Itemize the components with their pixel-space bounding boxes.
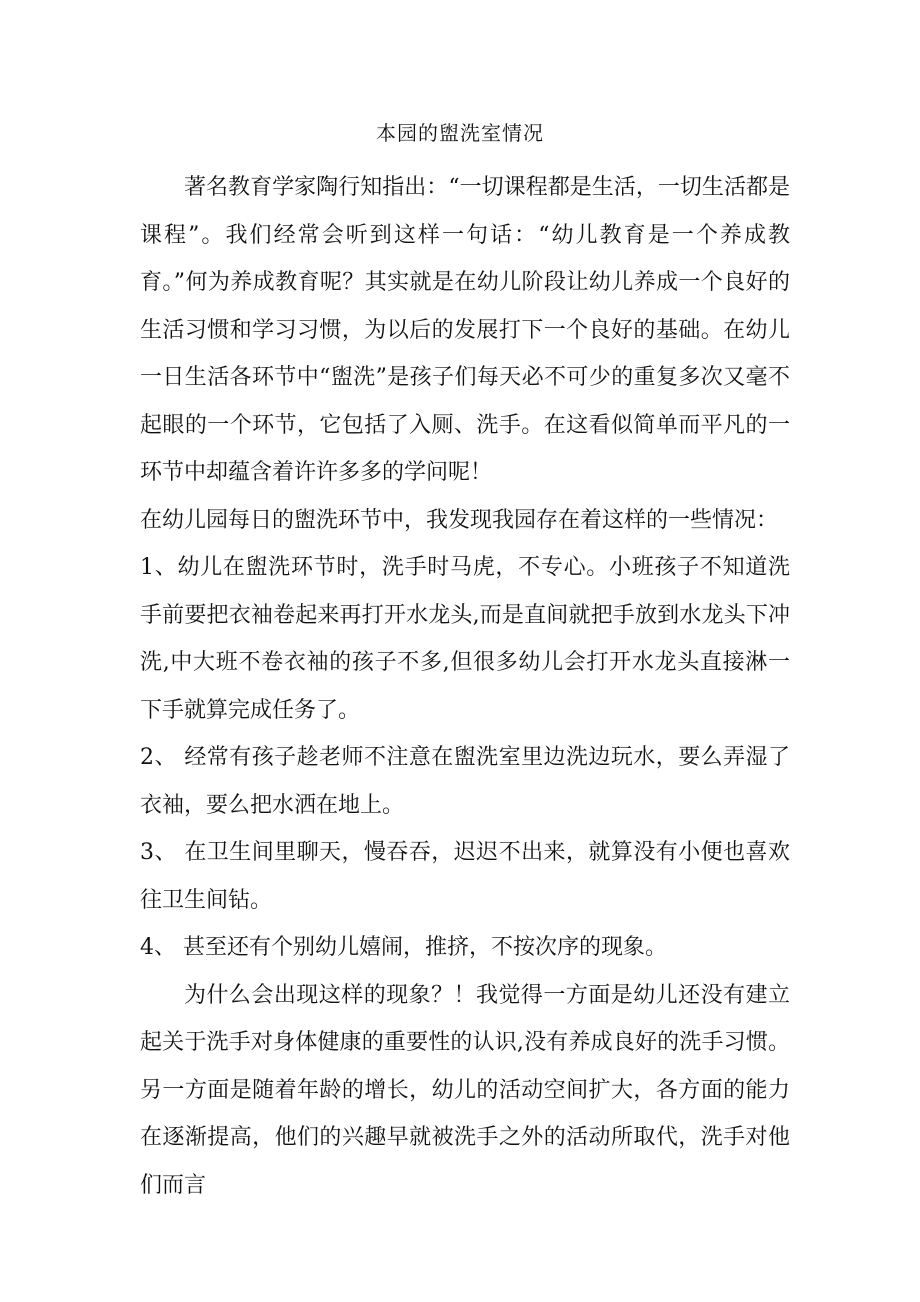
list-text: 幼儿在盥洗环节时，洗手时马虎，不专心。小班孩子不知道洗手前要把衣袖卷起来再打开水龙头,而是直间就把手放到水龙头下冲洗,中大班不卷衣袖的孩子不多,但很多幼儿会打开水龙头直接淋一下手就算完成任务了。 xyxy=(140,555,790,723)
document-title: 本园的盥洗室情况 xyxy=(376,121,544,145)
list-item-1 xyxy=(140,544,790,734)
intro-paragraph: 著名教育学家陶行知指出：“一切课程都是生活，一切生活都是课程”。我们经常会听到这样一句话：“幼儿教育是一个养成教育。”何为养成教育呢？其实就是在幼儿阶段让幼儿养成一个良好的生活习惯和学习习惯，为以后的发展打下一个良好的基础。在幼儿一日生活各环节中“盥洗”是孩子们每天必不可少的重复多次又毫不起眼的一个环节，它包括了入厕、洗手。在这看似简单而平凡的一环节中却蕴含着许许多多的学问呢！ xyxy=(140,175,790,485)
list-text: 甚至还有个别幼儿嬉闹，推挤，不按次序的现象。 xyxy=(183,935,668,960)
list-item-2 xyxy=(140,734,790,829)
list-item-4 xyxy=(140,924,790,972)
list-number: 2、 xyxy=(140,745,177,770)
list-text: 经常有孩子趁老师不注意在盥洗室里边洗边玩水，要么弄湿了衣袖，要么把水洒在地上。 xyxy=(140,745,791,818)
closing-paragraph: 为什么会出现这样的现象？！我觉得一方面是幼儿还没有建立起关于洗手对身体健康的重要性的认识,没有养成良好的洗手习惯。另一方面是随着年龄的增长，幼儿的活动空间扩大，各方面的能力在逐渐提高，他们的兴趣早就被洗手之外的活动所取代，洗手对他们而言 xyxy=(140,982,790,1198)
list-number: 4、 xyxy=(140,935,176,960)
lead-paragraph: 在幼儿园每日的盥洗环节中，我发现我园存在着这样的一些情况： xyxy=(140,507,779,533)
document-body xyxy=(140,164,790,1209)
list-number: 1、 xyxy=(140,555,178,580)
list-item-3 xyxy=(140,829,790,924)
list-number: 3、 xyxy=(140,840,177,865)
list-text: 在卫生间里聊天，慢吞吞，迟迟不出来，就算没有小便也喜欢往卫生间钻。 xyxy=(140,840,791,913)
